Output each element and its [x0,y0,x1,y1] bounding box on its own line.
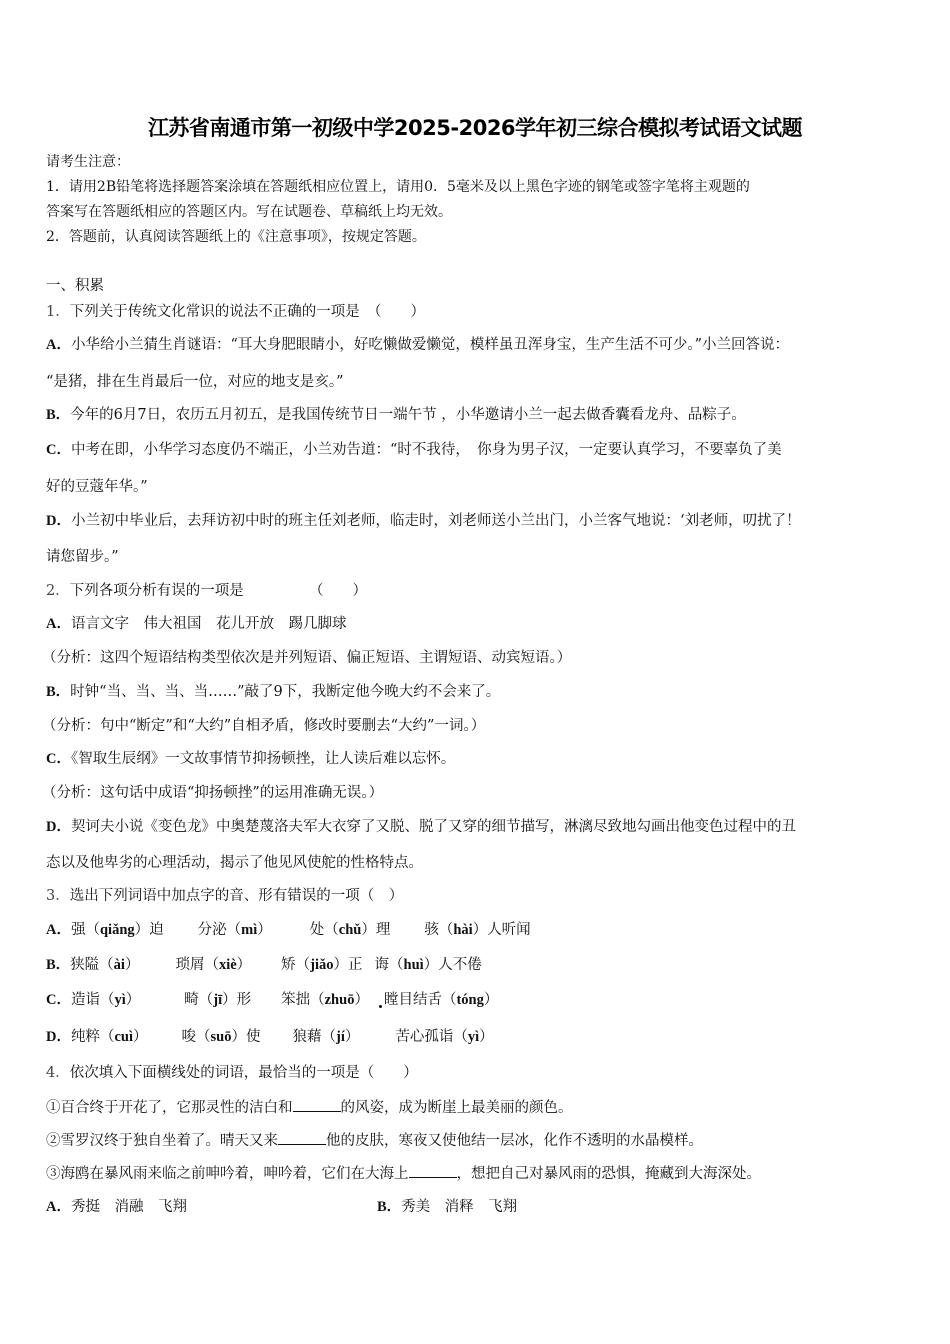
word: 处 [309,922,325,938]
pinyin: jī [213,992,223,1008]
word: 狭隘 [70,957,100,973]
section-heading: 一、积累 [46,278,104,294]
option-text: 秀挺 消融 飞翔 [70,1199,187,1215]
pinyin: qiǎng [99,922,135,938]
notice-item-1-cont: 答案写在答题纸相应的答题区内。写在试题卷、草稿纸上均无效。 [46,204,452,220]
pinyin: suō [210,1029,232,1045]
word: 迫 [149,922,164,938]
option-label: C． [46,992,71,1008]
question-4-stem [46,1063,418,1083]
pinyin: cuì [114,1029,134,1045]
question-3-stem [46,886,403,906]
word: 笨拙 [281,992,311,1008]
q2-option-d-cont: 态以及他卑劣的心理活动，揭示了他见风使舵的性格特点。 [46,855,423,871]
word: 人听闻 [487,922,531,938]
option-label: A． [46,337,71,353]
q2-option-b-analysis: （分析：句中“断定”和“大约”自相矛盾，修改时要删去“大约”一词。） [42,718,486,734]
fill-blank [409,1163,457,1178]
q4-option-b [377,1197,517,1217]
q2-option-d [46,817,796,837]
option-label: A． [46,922,71,938]
word: 诲 [374,957,390,973]
fill-blank [293,1097,341,1112]
pinyin: tóng [456,992,484,1008]
question-1-stem [46,302,425,322]
question-number: 3． [46,888,70,904]
word: 瞠目结舌 [383,992,442,1008]
fill-blank [278,1130,326,1145]
pinyin: huì [403,957,424,973]
option-label: A． [46,616,71,632]
q1-option-d [46,511,801,531]
option-text: 《智取生辰纲》一文故事情节抑扬顿挫，让人读后难以忘怀。 [70,751,456,767]
word: 分泌 [197,922,227,938]
option-label: C． [46,751,71,767]
q2-option-c-analysis: （分析：这句话中成语“抑扬顿挫”的运用准确无误。） [42,785,384,801]
pinyin: ài [113,957,125,973]
option-text: 中考在即，小华学习态度仍不端正，小兰劝告道：“时不我待， 你身为男子汉，一定要认真学习，不要辜负了美 [70,442,782,458]
word: 正 [348,957,363,973]
question-number: 1． [46,304,70,320]
pinyin: jiǎo [310,957,334,973]
word: 纯粹 [70,1029,100,1045]
pinyin: hài [453,922,473,938]
q1-option-b [46,405,746,425]
word: 琐屑 [175,957,205,973]
sentence-text: 他的皮肤，寒夜又使他结一层冰，化作不透明的水晶模样。 [326,1133,703,1149]
q4-sentence-2 [46,1130,703,1151]
pinyin: zhuō [324,992,355,1008]
word: 骇 [424,922,439,938]
word: 畸 [184,992,199,1008]
q1-option-a-cont: “是猪，排在生肖最后一位，对应的地支是亥。” [46,374,344,390]
page-title: 江苏省南通市第一初级中学2025-2026学年初三综合模拟考试语文试题 [147,116,803,140]
q4-option-a [46,1197,187,1217]
word: 人不倦 [438,957,482,973]
pinyin: xiè [218,957,237,973]
option-label: D． [46,513,71,529]
option-label: B． [46,407,71,423]
option-text: 语言文字 伟大祖国 花儿开放 踢几脚球 [70,616,347,632]
question-text: 依次填入下面横线处的词语，最恰当的一项是（ ） [69,1065,418,1081]
pinyin: chǔ [338,922,362,938]
question-text: 下列各项分析有误的一项是 （ ） [69,583,367,599]
question-2-stem [46,581,367,601]
question-text: 选出下列词语中加点字的音、形有错误的一项（ ） [69,888,404,904]
word: 矫 [281,957,296,973]
q3-option-b: B．狭隘（ài） 琐屑（xiè） 矫（jiǎo）正 诲（huì）人不倦 [46,957,482,973]
notice-item-2: 2．答题前，认真阅读答题纸上的《注意事项》，按规定答题。 [46,229,426,245]
word: 强 [70,922,86,938]
word: 理 [375,922,391,938]
pinyin: yì [467,1029,480,1045]
q3-option-a: A．强（qiǎng）迫 分泌（mì） 处（chǔ）理 骇（hài）人听闻 [46,922,531,938]
notice-heading: 请考生注意： [46,154,130,170]
q3-option-d: D．纯粹（cuì） 唆（suō）使 狼藉（jí） 苦心孤诣（yì） [46,1029,494,1045]
option-label: D． [46,1029,71,1045]
pinyin: mì [241,922,258,938]
q3-option-c: C．造诣（yì） 畸（jī）形 笨拙（zhuō） 瞠目结舌（tóng） [46,992,499,1008]
q2-option-a-analysis: （分析：这四个短语结构类型依次是并列短语、偏正短语、主谓短语、动宾短语。） [42,650,572,666]
sentence-text: ③海鸥在暴风雨来临之前呻吟着，呻吟着，它们在大海上 [46,1166,409,1182]
word: 狼藉 [292,1029,322,1045]
sentence-text: 的风姿，成为断崖上最美丽的颜色。 [340,1100,573,1116]
option-text: 契诃夫小说《变色龙》中奥楚蔑洛夫军大衣穿了又脱、脱了又穿的细节描写，淋漓尽致地勾画出他变色过程中的丑 [70,819,796,835]
q4-sentence-1 [46,1097,573,1118]
sentence-text: ②雪罗汉终于独自坐着了。晴天又来 [46,1133,278,1149]
sentence-text: ①百合终于开花了，它那灵性的洁白和 [46,1100,293,1116]
sentence-text: ，想把自己对暴风雨的恐惧，掩藏到大海深处。 [456,1166,761,1182]
notice-item-1: 1．请用2B铅笔将选择题答案涂填在答题纸相应位置上，请用0．5毫米及以上黑色字迹的钢笔或签字笔将主观题的 [46,179,750,195]
word: 苦心孤诣 [395,1029,454,1045]
pinyin: jí [335,1029,345,1045]
option-text: 秀美 消释 飞翔 [401,1199,518,1215]
option-label: A． [46,1199,71,1215]
option-label: C． [46,442,71,458]
word: 造诣 [70,992,100,1008]
option-label: B． [46,684,71,700]
option-text: 小兰初中毕业后，去拜访初中时的班主任刘老师，临走时，刘老师送小兰出门，小兰客气地说：‘刘老师，叨扰了！ [70,513,801,529]
pinyin: yì [114,992,126,1008]
option-text: 小华给小兰猜生肖谜语：“耳大身肥眼睛小，好吃懒做爱懒觉，模样虽丑浑身宝，生产生活不可少。”小兰回答说： [70,337,790,353]
word: 使 [245,1029,261,1045]
q1-option-c [46,440,782,460]
q2-option-c [46,749,455,769]
option-label: D． [46,819,71,835]
q2-option-a [46,614,346,634]
option-text: 今年的6月7日，农历五月初五，是我国传统节日一端午节 ，小华邀请小兰一起去做香囊看龙舟、品粽子。 [70,407,746,423]
question-text: 下列关于传统文化常识的说法不正确的一项是 （ ） [69,304,425,320]
word: 唆 [181,1029,197,1045]
word: 形 [236,992,252,1008]
q1-option-d-cont: 请您留步。” [46,549,119,565]
q1-option-a [46,335,789,355]
question-number: 4． [46,1065,70,1081]
emphasis-dot [379,1005,382,1008]
option-label: B． [377,1199,402,1215]
option-label: B． [46,957,71,973]
q4-sentence-3 [46,1163,761,1184]
option-text: 时钟“当、当、当、当……”敲了9下，我断定他今晚大约不会来了。 [70,684,501,700]
question-number: 2． [46,583,70,599]
q2-option-b [46,682,500,702]
q1-option-c-cont: 好的豆蔻年华。” [46,479,148,495]
